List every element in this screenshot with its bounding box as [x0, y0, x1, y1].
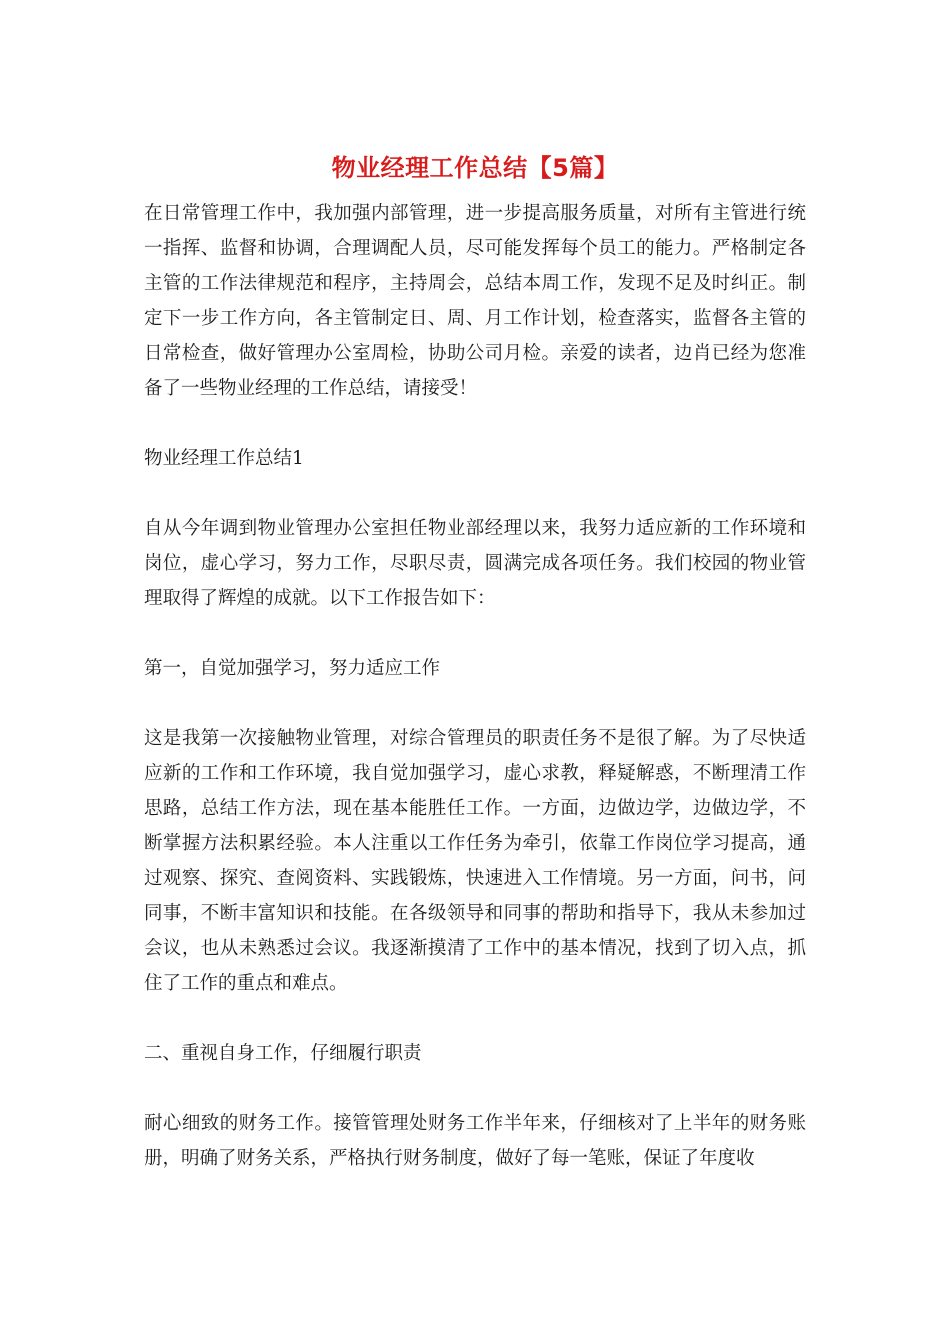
document-body: [144, 196, 806, 1176]
intro-paragraph: 在日常管理工作中，我加强内部管理，进一步提高服务质量，对所有主管进行统一指挥、监督和协调，合理调配人员，尽可能发挥每个员工的能力。严格制定各主管的工作法律规范和程序，主持周会，总结本周工作，发现不足及时纠正。制定下一步工作方向，各主管制定日、周、月工作计划，检查落实，监督各主管的日常检查，做好管理办公室周检，协助公司月检。亲爱的读者，边肖已经为您准备了一些物业经理的工作总结，请接受！: [144, 203, 806, 399]
section-heading-second: 二、重视自身工作，仔细履行职责: [144, 1043, 422, 1064]
section-heading-summary-1: 物业经理工作总结1: [144, 448, 304, 469]
body-paragraph: 耐心细致的财务工作。接管管理处财务工作半年来，仔细核对了上半年的财务账册，明确了财务关系，严格执行财务制度，做好了每一笔账，保证了年度收: [144, 1113, 806, 1169]
section-heading-first: 第一，自觉加强学习，努力适应工作: [144, 658, 441, 679]
document-title: 物业经理工作总结【5篇】: [331, 154, 619, 182]
body-paragraph: 自从今年调到物业管理办公室担任物业部经理以来，我努力适应新的工作环境和岗位，虚心学习，努力工作，尽职尽责，圆满完成各项任务。我们校园的物业管理取得了辉煌的成就。以下工作报告如下：: [144, 518, 806, 609]
body-paragraph: 这是我第一次接触物业管理，对综合管理员的职责任务不是很了解。为了尽快适应新的工作和工作环境，我自觉加强学习，虚心求教，释疑解惑，不断理清工作思路，总结工作方法，现在基本能胜任工作。一方面，边做边学，边做边学，不断掌握方法积累经验。本人注重以工作任务为牵引，依靠工作岗位学习提高，通过观察、探究、查阅资料、实践锻炼，快速进入工作情境。另一方面，问书，问同事，不断丰富知识和技能。在各级领导和同事的帮助和指导下，我从未参加过会议，也从未熟悉过会议。我逐渐摸清了工作中的基本情况，找到了切入点，抓住了工作的重点和难点。: [144, 728, 806, 994]
